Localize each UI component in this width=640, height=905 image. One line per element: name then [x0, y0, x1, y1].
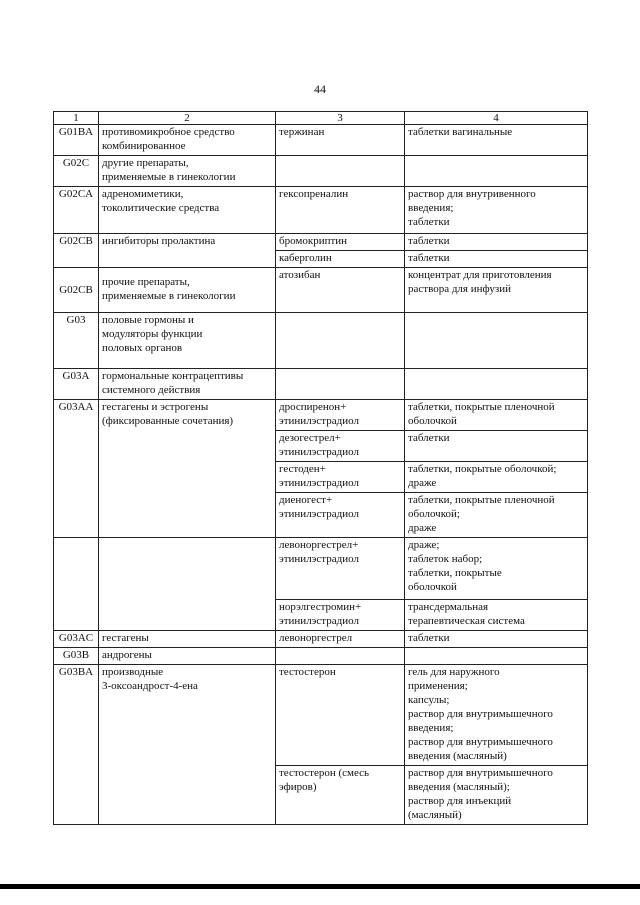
group-name: гестагены и эстрогены (фиксированные сочетания): [99, 400, 276, 538]
atc-code: G03: [54, 313, 99, 369]
dosage-form: таблетки: [405, 251, 588, 268]
dosage-form: гель для наружного применения; капсулы; раствор для внутримышечного введения; раствор для внутримышечного введения (масляный): [405, 665, 588, 766]
drug-name: тестостерон (смесь эфиров): [276, 766, 405, 825]
drug-name: тестостерон: [276, 665, 405, 766]
group-name: адреномиметики, токолитические средства: [99, 187, 276, 234]
dosage-form: концентрат для приготовления раствора для инфузий: [405, 268, 588, 313]
drug-name: каберголин: [276, 251, 405, 268]
dosage-form: таблетки, покрытые пленочной оболочкой; драже: [405, 493, 588, 538]
drug-name: бромокриптин: [276, 234, 405, 251]
group-name: половые гормоны и модуляторы функции половых органов: [99, 313, 276, 369]
table-row: [54, 648, 588, 665]
atc-code: G02C: [54, 156, 99, 187]
dosage-form: [405, 369, 588, 400]
drug-name: [276, 313, 405, 369]
drug-table: [53, 111, 588, 825]
drug-name: левоноргестрел: [276, 631, 405, 648]
dosage-form: [405, 313, 588, 369]
dosage-form: таблетки, покрытые пленочной оболочкой: [405, 400, 588, 431]
dosage-form: раствор для внутримышечного введения (масляный); раствор для инъекций (масляный): [405, 766, 588, 825]
atc-code: [54, 538, 99, 631]
page-number: 44: [314, 82, 326, 96]
group-name: ингибиторы пролактина: [99, 234, 276, 268]
dosage-form: [405, 156, 588, 187]
group-name: прочие препараты, применяемые в гинекологии: [99, 268, 276, 313]
page-bottom-rule: [0, 884, 640, 889]
atc-code: G02CB: [54, 268, 99, 313]
group-name: производные 3-оксоандрост-4-ена: [99, 665, 276, 825]
drug-name: дезогестрел+ этинилэстрадиол: [276, 431, 405, 462]
dosage-form: таблетки: [405, 234, 588, 251]
atc-code: G03A: [54, 369, 99, 400]
drug-name: атозибан: [276, 268, 405, 313]
atc-code: G03BA: [54, 665, 99, 825]
drug-name: левоноргестрел+ этинилэстрадиол: [276, 538, 405, 600]
dosage-form: таблетки, покрытые оболочкой; драже: [405, 462, 588, 493]
dosage-form: таблетки: [405, 431, 588, 462]
group-name: [99, 538, 276, 631]
table-row: [54, 313, 588, 369]
dosage-form: таблетки вагинальные: [405, 125, 588, 156]
header-cell: 4: [405, 112, 588, 125]
dosage-form: раствор для внутривенного введения; таблетки: [405, 187, 588, 234]
table-row: [54, 369, 588, 400]
dosage-form: драже; таблеток набор; таблетки, покрытые оболочкой: [405, 538, 588, 600]
group-name: гестагены: [99, 631, 276, 648]
group-name: гормональные контрацептивы системного действия: [99, 369, 276, 400]
header-cell: 3: [276, 112, 405, 125]
table-row: [54, 631, 588, 648]
drug-name: [276, 369, 405, 400]
drug-name: дроспиренон+ этинилэстрадиол: [276, 400, 405, 431]
table-row: [54, 187, 588, 234]
dosage-form: таблетки: [405, 631, 588, 648]
drug-name: норэлгестромин+ этинилэстрадиол: [276, 600, 405, 631]
drug-name: тержинан: [276, 125, 405, 156]
table-row: [54, 234, 588, 251]
group-name: другие препараты, применяемые в гинекологии: [99, 156, 276, 187]
table-row: [54, 538, 588, 600]
atc-code: G01BA: [54, 125, 99, 156]
header-cell: 1: [54, 112, 99, 125]
drug-name: [276, 648, 405, 665]
group-name: андрогены: [99, 648, 276, 665]
atc-code: G03AC: [54, 631, 99, 648]
atc-code: G02CB: [54, 234, 99, 268]
table-row: [54, 268, 588, 313]
atc-code: G02CA: [54, 187, 99, 234]
atc-code: G03AA: [54, 400, 99, 538]
dosage-form: [405, 648, 588, 665]
table-row: [54, 665, 588, 766]
header-cell: 2: [99, 112, 276, 125]
atc-code: G03B: [54, 648, 99, 665]
dosage-form: трансдермальная терапевтическая система: [405, 600, 588, 631]
table-row: [54, 156, 588, 187]
drug-name: гестоден+ этинилэстрадиол: [276, 462, 405, 493]
table-header-row: [54, 112, 588, 125]
drug-name: [276, 156, 405, 187]
table-row: [54, 125, 588, 156]
drug-name: гексопреналин: [276, 187, 405, 234]
table-row: [54, 400, 588, 431]
group-name: противомикробное средство комбинированное: [99, 125, 276, 156]
drug-name: диеногест+ этинилэстрадиол: [276, 493, 405, 538]
